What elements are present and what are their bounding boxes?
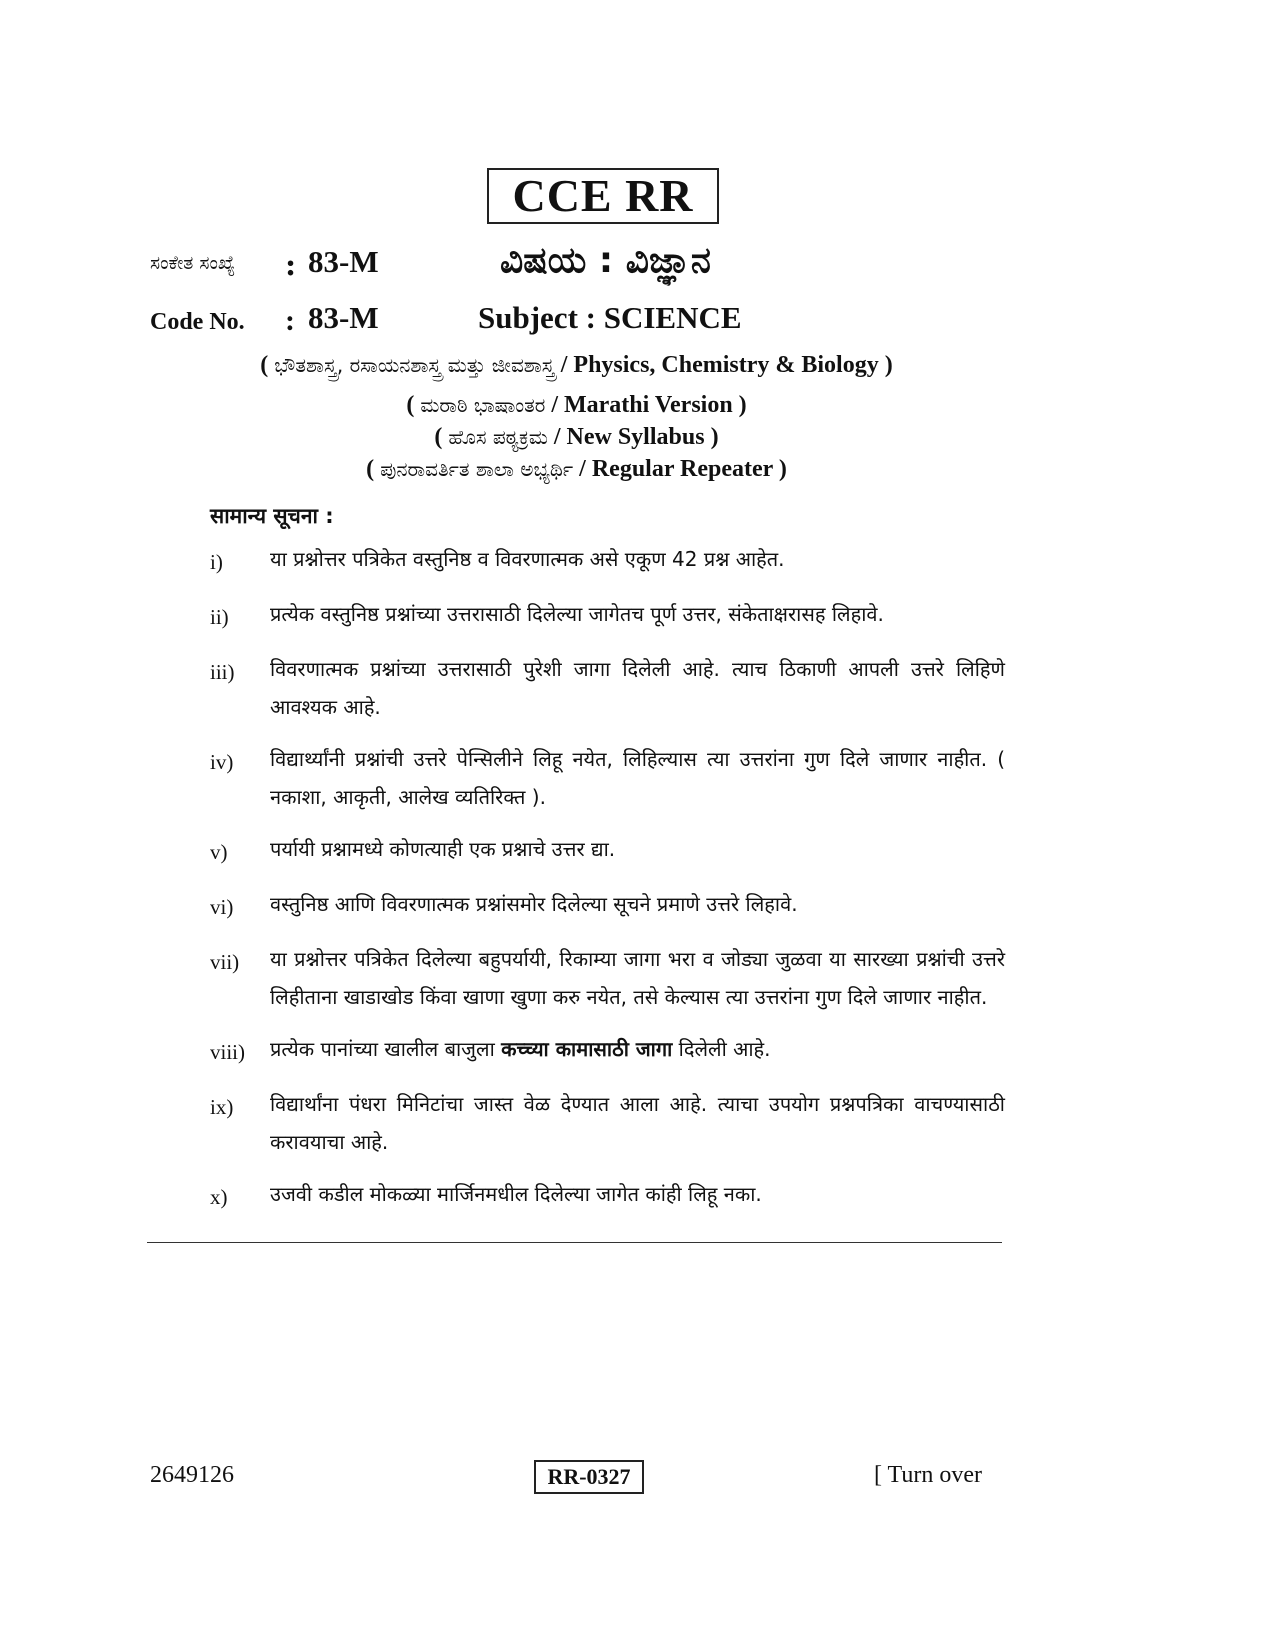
instruction-text: प्रत्येक वस्तुनिष्ठ प्रश्नांच्या उत्तरासाठी दिलेल्या जागेतच पूर्ण उत्तर, संकेताक्षरासह लिहावे. bbox=[270, 602, 884, 626]
instruction-number: i) bbox=[210, 550, 223, 574]
instruction-text: विद्यार्थांना पंधरा मिनिटांचा जास्त वेळ देण्यात आला आहे. त्याचा उपयोग प्रश्नपत्रिका वाचण्यासाठी करावयाचा आहे. bbox=[270, 1092, 1005, 1154]
instructions-list bbox=[210, 540, 1005, 1230]
subject-english: Subject : SCIENCE bbox=[478, 300, 742, 335]
instruction-text: विद्यार्थ्यांनी प्रश्नांची उत्तरे पेन्सिलीने लिहू नयेत, लिहिल्यास त्या उत्तरांना गुण दिले जाणार नाहीत. ( नकाशा, आकृती, आलेख व्यतिरिक्त ). bbox=[270, 747, 1005, 809]
instructions-heading: सामान्य सूचना : bbox=[210, 504, 334, 528]
instruction-number: ix) bbox=[210, 1095, 234, 1119]
instruction-text: उजवी कडील मोकळ्या मार्जिनमधील दिलेल्या जागेत कांही लिहू नका. bbox=[270, 1182, 762, 1206]
subtitle-kannada: ಪುನರಾವರ್ತಿತ ಶಾಲಾ ಅಭ್ಯರ್ಥಿ bbox=[380, 457, 574, 481]
instruction-item bbox=[210, 885, 1005, 926]
instruction-item bbox=[210, 740, 1005, 816]
exam-code-box: CCE RR bbox=[487, 168, 719, 224]
code-colon-kannada: : bbox=[285, 248, 297, 283]
instruction-item bbox=[210, 1175, 1005, 1216]
instruction-number: iii) bbox=[210, 660, 235, 684]
subtitle-english: Regular Repeater bbox=[591, 456, 773, 482]
subtitle-kannada: ಹೊಸ ಪಠ್ಯಕ್ರಮ bbox=[448, 425, 548, 449]
instruction-item bbox=[210, 1030, 1005, 1071]
instruction-item bbox=[210, 940, 1005, 1016]
code-value-kannada: 83-M bbox=[308, 244, 379, 279]
instruction-number: viii) bbox=[210, 1040, 245, 1064]
code-value-english: 83-M bbox=[308, 300, 379, 335]
instruction-text-bold: कच्च्या कामासाठी जागा bbox=[501, 1037, 673, 1061]
paper-code-box: RR-0327 bbox=[534, 1460, 644, 1494]
instruction-number: vii) bbox=[210, 950, 240, 974]
subject-kannada: ವಿಷಯ : ವಿಜ್ಞಾನ bbox=[500, 240, 711, 281]
code-colon-english: : bbox=[285, 304, 295, 337]
instruction-text: या प्रश्नोत्तर पत्रिकेत दिलेल्या बहुपर्यायी, रिकाम्या जागा भरा व जोड्या जुळवा या सारख्या प्रश्नांची उत्तरे लिहीताना खाडाखोड किंवा खाणा खुणा करु नयेत, तसे केल्यास त्या उत्तरांना गुण दिले जाणार नाहीत. bbox=[270, 947, 1005, 1009]
instruction-text-after: दिलेली आहे. bbox=[672, 1037, 771, 1061]
subtitle-candidate-type: ( ಪುನರಾವರ್ತಿತ ಶಾಲಾ ಅಭ್ಯರ್ಥಿ / Regular Repeater ) bbox=[366, 456, 787, 482]
instruction-number: x) bbox=[210, 1185, 228, 1209]
subtitle-english: Physics, Chemistry & Biology bbox=[573, 352, 879, 378]
subtitle-version: ( ಮರಾಠಿ ಭಾಷಾಂತರ / Marathi Version ) bbox=[406, 392, 747, 418]
subtitle-subjects: ( ಭೌತಶಾಸ್ತ್ರ, ರಸಾಯನಶಾಸ್ತ್ರ ಮತ್ತು ಜೀವಶಾಸ್ತ್ರ / Physics, Chemistry & Biology ) bbox=[260, 352, 893, 378]
instruction-text bbox=[270, 1030, 1005, 1071]
code-label-english: Code No. bbox=[150, 309, 245, 335]
instruction-item bbox=[210, 830, 1005, 871]
instruction-number: ii) bbox=[210, 605, 229, 629]
turn-over-note: [ Turn over bbox=[874, 1462, 983, 1488]
subtitle-syllabus: ( ಹೊಸ ಪಠ್ಯಕ್ರಮ / New Syllabus ) bbox=[434, 424, 719, 450]
instruction-text-before: प्रत्येक पानांच्या खालील बाजुला bbox=[270, 1037, 502, 1061]
instruction-text: या प्रश्नोत्तर पत्रिकेत वस्तुनिष्ठ व विवरणात्मक असे एकूण 42 प्रश्न आहेत. bbox=[270, 547, 785, 571]
subtitle-kannada: ಮರಾಠಿ ಭಾಷಾಂತರ bbox=[420, 393, 546, 417]
subtitle-english: New Syllabus bbox=[566, 424, 705, 450]
instruction-number: vi) bbox=[210, 895, 234, 919]
instruction-text: पर्यायी प्रश्नामध्ये कोणत्याही एक प्रश्नाचे उत्तर द्या. bbox=[270, 837, 616, 861]
section-divider bbox=[147, 1242, 1002, 1243]
instruction-item bbox=[210, 650, 1005, 726]
serial-number: 2649126 bbox=[150, 1462, 234, 1488]
instruction-text: विवरणात्मक प्रश्नांच्या उत्तरासाठी पुरेशी जागा दिलेली आहे. त्याच ठिकाणी आपली उत्तरे लिहिणे आवश्यक आहे. bbox=[270, 657, 1005, 719]
instruction-item bbox=[210, 540, 1005, 581]
instruction-item bbox=[210, 595, 1005, 636]
subtitle-kannada: ಭೌತಶಾಸ್ತ್ರ, ರಸಾಯನಶಾಸ್ತ್ರ ಮತ್ತು ಜೀವಶಾಸ್ತ್ರ bbox=[274, 353, 555, 377]
code-label-kannada: ಸಂಕೇತ ಸಂಖ್ಯೆ bbox=[150, 252, 236, 274]
instruction-item bbox=[210, 1085, 1005, 1161]
instruction-text: वस्तुनिष्ठ आणि विवरणात्मक प्रश्नांसमोर दिलेल्या सूचने प्रमाणे उत्तरे लिहावे. bbox=[270, 892, 798, 916]
subtitle-english: Marathi Version bbox=[564, 392, 733, 418]
instruction-number: iv) bbox=[210, 750, 234, 774]
instruction-number: v) bbox=[210, 840, 228, 864]
